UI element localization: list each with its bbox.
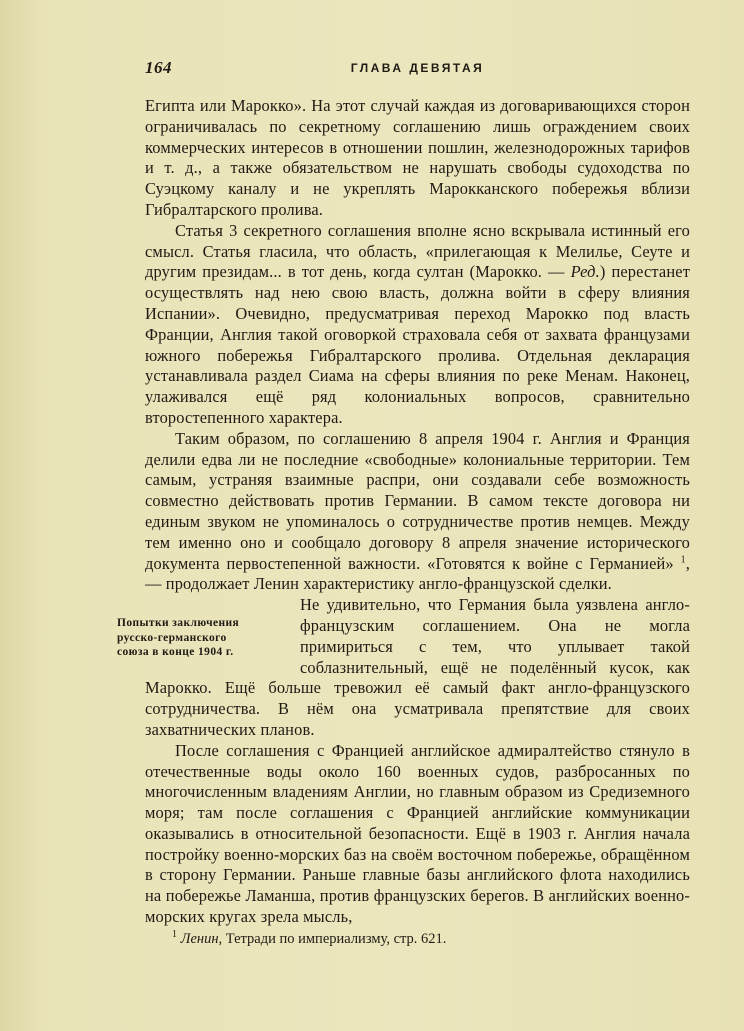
paragraph-3 bbox=[145, 429, 690, 595]
footnote-author: Ленин, bbox=[180, 931, 223, 947]
paragraph-2 bbox=[145, 221, 690, 429]
footnote-text: Тетради по империализму, стр. 621. bbox=[222, 931, 447, 947]
paragraph-1: Египта или Марокко». На этот случай каждая из договаривающихся сторон ограничивалась по секретному соглашению лишь ограждением своих коммерческих интересов в отношении пошлин, железнодорожных тарифов и т. д., а также обязательством не нарушать свободы судоходства по Суэцкому каналу и не укреплять Марокканского побережья вблизи Гибралтарского пролива. bbox=[145, 96, 690, 219]
paragraph-5: После соглашения с Францией английское адмиралтейство стянуло в отечественные воды около 160 военных судов, разбросанных по многочисленным владениям Англии, но главным образом из Средиземного моря; там после соглашения с Францией английские коммуникации оказывались в относительной безопасности. Ещё в 1903 г. Англия начала постройку военно-морских баз на своём восточном побережье, обращённом в сторону Германии. Раньше главные базы английского флота находились на побережье Ламанша, против французских берегов. В английских военно-морских кругах зрела мысль, bbox=[145, 740, 690, 927]
page-number: 164 bbox=[145, 58, 172, 77]
footnote-mark: 1 bbox=[172, 929, 177, 941]
paragraph-4: Не удивительно, что Германия была уязвлена англо-французским соглашением. Она не могла примириться с тем, что уплывает такой соблазнительный, ещё не поделённый кусок, как Марокко. Ещё больше тревожил её самый факт англо-французского сотрудничества. В нём она усматривала препятствие для своих захватнических планов. bbox=[145, 595, 690, 739]
paragraph-3-part-a: Таким образом, по соглашению 8 апреля 1904 г. Англия и Франция делили едва ли не последние «свободные» колониальные территории. Тем самым, устраняя взаимные распри, они создавали себе возможность совместно действовать против Германии. В самом тексте договора ни единым звуком не упоминалось о сотрудничестве против немцев. Между тем именно оно и сообщало договору 8 апреля значение исторического документа первостепенной важности. «Готовятся к войне с Германией» bbox=[145, 428, 690, 573]
running-head: ГЛАВА ДЕВЯТАЯ bbox=[350, 61, 485, 75]
marginal-note: Попытки заключения русско-германского союза в конце 1904 г. bbox=[117, 617, 240, 659]
paragraph-2-part-a: Статья 3 секретного соглашения вполне ясно вскрывала истинный его смысл. Статья гласила, что область, «прилегающая к Мелилье, Сеуте и другим президам... в тот день, когда султан (Марокко. — bbox=[145, 220, 690, 282]
main-text bbox=[117, 96, 691, 928]
page-header bbox=[145, 58, 690, 82]
editor-note: Ред. bbox=[570, 262, 600, 282]
paragraph-3-part-b: , — продолжает Ленин характеристику англо-французской сделки. bbox=[145, 553, 690, 594]
paragraph-2-part-b: ) перестанет осуществлять над нею свою власть, должна войти в сферу влияния Испании». Очевидно, предусматривая переход Марокко под власть Франции, Англия такой оговоркой страховала себя от захвата французами южного побережья Гибралтарского пролива. Отдельная декларация устанавливала раздел Сиама на сферы влияния по реке Менам. Наконец, улаживался ещё ряд колониальных вопросов, сравнительно второстепенного характера. bbox=[145, 262, 691, 427]
footnote-ref: 1 bbox=[680, 554, 686, 566]
footnote bbox=[172, 930, 692, 948]
marginal-block bbox=[117, 595, 690, 741]
